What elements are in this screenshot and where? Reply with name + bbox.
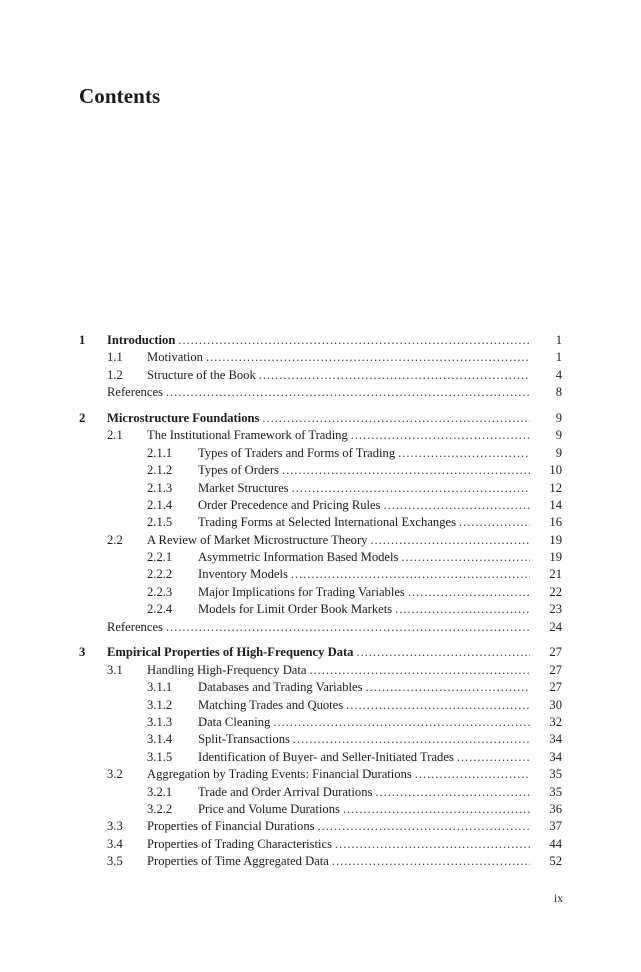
toc-entry-body (147, 818, 530, 835)
toc-entry-title[interactable]: The Institutional Framework of Trading (147, 428, 348, 443)
toc-entry-page[interactable]: 9 (555, 428, 562, 443)
dot-leader (459, 514, 530, 531)
toc-entry-body (147, 662, 530, 679)
toc-entry-page[interactable]: 36 (549, 801, 562, 816)
dot-leader (415, 766, 530, 783)
toc-entry-number: 2.1.5 (147, 515, 173, 530)
toc-entry-body (198, 749, 530, 766)
toc-entry-body (147, 836, 530, 853)
toc-entry-title[interactable]: Matching Trades and Quotes (198, 697, 344, 712)
toc-entry-body (198, 566, 530, 583)
toc-entry-references[interactable] (79, 619, 562, 636)
toc-entry-subsection[interactable] (79, 497, 562, 514)
toc-entry-number: 3.1.3 (147, 714, 173, 729)
toc-entry-subsection[interactable] (79, 445, 562, 462)
toc-entry-subsection[interactable] (79, 549, 562, 566)
toc-entry-body (107, 384, 530, 401)
toc-entry-number: 3.1.2 (147, 697, 173, 712)
toc-entry-page[interactable]: 10 (549, 463, 562, 478)
toc-entry-section[interactable] (79, 818, 562, 835)
toc-entry-page[interactable]: 27 (549, 662, 562, 677)
toc-entry-page[interactable]: 35 (549, 767, 562, 782)
toc-entry-section[interactable] (79, 836, 562, 853)
toc-entry-body (198, 679, 530, 696)
toc-entry-chapter[interactable] (79, 644, 562, 661)
toc-entry-page[interactable]: 16 (549, 515, 562, 530)
toc-entry-number: 3.2 (107, 767, 123, 782)
toc-entry-body (198, 601, 530, 618)
toc-entry-title[interactable]: Trading Forms at Selected International Exchanges (198, 515, 456, 530)
toc-entry-number: 1.1 (107, 350, 123, 365)
toc-entry-subsection[interactable] (79, 749, 562, 766)
toc-entry-title[interactable]: Aggregation by Trading Events: Financial Durations (147, 767, 412, 782)
toc-entry-body (107, 644, 530, 661)
toc-entry-number: 3.2.1 (147, 784, 173, 799)
dot-leader (166, 384, 530, 401)
toc-entry-body (147, 766, 530, 783)
dot-leader (178, 332, 530, 349)
toc-entry-number: 2.2 (107, 532, 123, 547)
dot-leader (309, 662, 530, 679)
toc-entry-number: 1 (79, 333, 86, 347)
toc-entry-body (198, 784, 530, 801)
toc-entry-number: 3.1.4 (147, 732, 173, 747)
toc-entry-number: 3.3 (107, 819, 123, 834)
toc-entry-page[interactable]: 24 (549, 619, 562, 634)
toc-entry-page[interactable]: 19 (549, 532, 562, 547)
dot-leader (273, 714, 530, 731)
toc-entry-page[interactable]: 21 (549, 567, 562, 582)
dot-leader (262, 410, 530, 427)
dot-leader (259, 367, 530, 384)
toc-entry-title[interactable]: A Review of Market Microstructure Theory (147, 532, 368, 547)
toc-entry-subsection[interactable] (79, 462, 562, 479)
toc-entry-number: 2.1.3 (147, 480, 173, 495)
toc-entry-body (198, 514, 530, 531)
dot-leader (293, 731, 530, 748)
toc-entry-title[interactable]: Types of Traders and Forms of Trading (198, 445, 396, 460)
toc-entry-number: 2.1.4 (147, 497, 173, 512)
toc-entry-title[interactable]: References (107, 619, 163, 634)
dot-leader (282, 462, 530, 479)
dot-leader (457, 749, 530, 766)
toc-entry-title[interactable]: References (107, 385, 163, 400)
dot-leader (401, 549, 530, 566)
toc-entry-page[interactable]: 52 (549, 854, 562, 869)
dot-leader (375, 784, 530, 801)
toc-entry-title[interactable]: Empirical Properties of High-Frequency Data (107, 645, 354, 660)
toc-entry-page[interactable]: 34 (549, 732, 562, 747)
dot-leader (346, 697, 530, 714)
toc-entry-number: 3.1.5 (147, 749, 173, 764)
toc-entry-title[interactable]: Major Implications for Trading Variables (198, 584, 405, 599)
toc-entry-page[interactable]: 12 (549, 480, 562, 495)
toc-entry-title[interactable]: Order Precedence and Pricing Rules (198, 497, 381, 512)
toc-entry-number: 1.2 (107, 367, 123, 382)
toc-entry-page[interactable]: 30 (549, 697, 562, 712)
toc-entry-body (147, 532, 530, 549)
toc-entry-title[interactable]: Motivation (147, 350, 203, 365)
toc-entry-page[interactable]: 19 (549, 550, 562, 565)
dot-leader (166, 619, 530, 636)
toc-entry-title[interactable]: Split-Transactions (198, 732, 290, 747)
toc-entry-body (147, 427, 530, 444)
dot-leader (356, 644, 530, 661)
toc-entry-number: 2.1.2 (147, 463, 173, 478)
toc-entry-number: 3.1 (107, 662, 123, 677)
toc-entry-number: 3.2.2 (147, 801, 173, 816)
toc-entry-title[interactable]: Types of Orders (198, 463, 279, 478)
toc-entry-body (198, 445, 530, 462)
toc-entry-page[interactable]: 27 (549, 680, 562, 695)
toc-entry-body (198, 462, 530, 479)
toc-entry-page[interactable]: 23 (549, 602, 562, 617)
dot-leader (292, 480, 530, 497)
dot-leader (332, 853, 530, 870)
toc-entry-subsection[interactable] (79, 584, 562, 601)
toc-entry-subsection[interactable] (79, 714, 562, 731)
toc-entry-body (107, 619, 530, 636)
toc-entry-subsection[interactable] (79, 566, 562, 583)
dot-leader (398, 445, 530, 462)
toc-entry-number: 2.1 (107, 428, 123, 443)
dot-leader (395, 601, 530, 618)
toc-entry-body (198, 697, 530, 714)
toc-entry-section[interactable] (79, 427, 562, 444)
dot-leader (351, 427, 530, 444)
toc-entry-number: 2.2.3 (147, 584, 173, 599)
toc-entry-page[interactable]: 35 (549, 784, 562, 799)
toc-entry-page[interactable]: 1 (555, 333, 562, 347)
toc-entry-page[interactable]: 22 (549, 584, 562, 599)
toc-entry-body (198, 731, 530, 748)
toc-entry-title[interactable]: Properties of Time Aggregated Data (147, 854, 329, 869)
dot-leader (370, 532, 530, 549)
toc-entry-title[interactable]: Databases and Trading Variables (198, 680, 363, 695)
toc-entry-body (198, 549, 530, 566)
toc-entry-body (147, 367, 530, 384)
toc-entry-title[interactable]: Models for Limit Order Book Markets (198, 602, 393, 617)
toc-entry-page[interactable]: 8 (555, 385, 562, 400)
toc-entry-subsection[interactable] (79, 514, 562, 531)
toc-entry-section[interactable] (79, 532, 562, 549)
dot-leader (384, 497, 530, 514)
toc-entry-subsection[interactable] (79, 801, 562, 818)
toc-entry-title[interactable]: Price and Volume Durations (198, 801, 340, 816)
toc-entry-title[interactable]: Handling High-Frequency Data (147, 662, 307, 677)
toc-entry-page[interactable]: 9 (555, 445, 562, 460)
dot-leader (206, 349, 530, 366)
toc-entry-number: 3.1.1 (147, 680, 173, 695)
toc-entry-page[interactable]: 4 (555, 367, 562, 382)
toc-entry-number: 2.2.4 (147, 602, 173, 617)
toc-entry-title[interactable]: Inventory Models (198, 567, 288, 582)
toc-entry-number: 2.2.2 (147, 567, 173, 582)
toc-entry-number: 2.2.1 (147, 550, 173, 565)
toc-entry-page[interactable]: 1 (555, 350, 562, 365)
toc-entry-page[interactable]: 27 (549, 645, 562, 660)
toc-entry-number: 3.4 (107, 836, 123, 851)
toc-entry-section[interactable] (79, 766, 562, 783)
toc-entry-title[interactable]: Structure of the Book (147, 367, 256, 382)
dot-leader (335, 836, 530, 853)
toc-entry-body (198, 584, 530, 601)
toc-entry-body (107, 410, 530, 427)
toc-entry-number: 3 (79, 645, 86, 660)
toc-entry-title[interactable]: Properties of Financial Durations (147, 819, 315, 834)
page-number: ix (554, 893, 563, 905)
toc-entry-page[interactable]: 37 (549, 819, 562, 834)
toc-entry-subsection[interactable] (79, 784, 562, 801)
toc-entry-body (147, 349, 530, 366)
dot-leader (318, 818, 530, 835)
toc-entry-title[interactable]: Identification of Buyer- and Seller-Initiated Trades (198, 749, 454, 764)
toc-entry-title[interactable]: Introduction (107, 333, 176, 347)
toc-entry-page[interactable]: 44 (549, 836, 562, 851)
toc-entry-page[interactable]: 32 (549, 714, 562, 729)
toc-entry-section[interactable] (79, 662, 562, 679)
toc-entry-section[interactable] (79, 853, 562, 870)
page-title: Contents (79, 84, 161, 108)
toc-entry-number: 3.5 (107, 854, 123, 869)
dot-leader (343, 801, 530, 818)
dot-leader (366, 679, 530, 696)
toc-entry-number: 2.1.1 (147, 445, 173, 460)
dot-leader (291, 566, 530, 583)
dot-leader (408, 584, 530, 601)
toc-entry-subsection[interactable] (79, 697, 562, 714)
toc-entry-number: 2 (79, 410, 86, 425)
toc-entry-subsection[interactable] (79, 601, 562, 618)
toc-entry-body (198, 801, 530, 818)
toc-entry-body (198, 714, 530, 731)
toc-entry-title[interactable]: Asymmetric Information Based Models (198, 550, 399, 565)
toc-entry-title[interactable]: Data Cleaning (198, 714, 271, 729)
toc-entry-section[interactable] (79, 367, 562, 384)
toc-entry-title[interactable]: Properties of Trading Characteristics (147, 836, 333, 851)
toc-entry-page[interactable]: 9 (555, 410, 562, 425)
toc-entry-title[interactable]: Trade and Order Arrival Durations (198, 784, 373, 799)
toc-entry-page[interactable]: 34 (549, 749, 562, 764)
toc-entry-body (107, 332, 530, 349)
toc-entry-section[interactable] (79, 349, 562, 366)
toc-entry-body (198, 480, 530, 497)
toc-entry-title[interactable]: Market Structures (198, 480, 289, 495)
toc-entry-subsection[interactable] (79, 480, 562, 497)
toc-entry-page[interactable]: 14 (549, 497, 562, 512)
table-of-contents (79, 332, 562, 871)
toc-entry-body (198, 497, 530, 514)
toc-entry-chapter[interactable] (79, 410, 562, 427)
toc-entry-chapter[interactable] (79, 332, 562, 349)
toc-entry-body (147, 853, 530, 870)
toc-entry-subsection[interactable] (79, 679, 562, 696)
toc-entry-title[interactable]: Microstructure Foundations (107, 410, 260, 425)
toc-entry-references[interactable] (79, 384, 562, 401)
toc-entry-subsection[interactable] (79, 731, 562, 748)
